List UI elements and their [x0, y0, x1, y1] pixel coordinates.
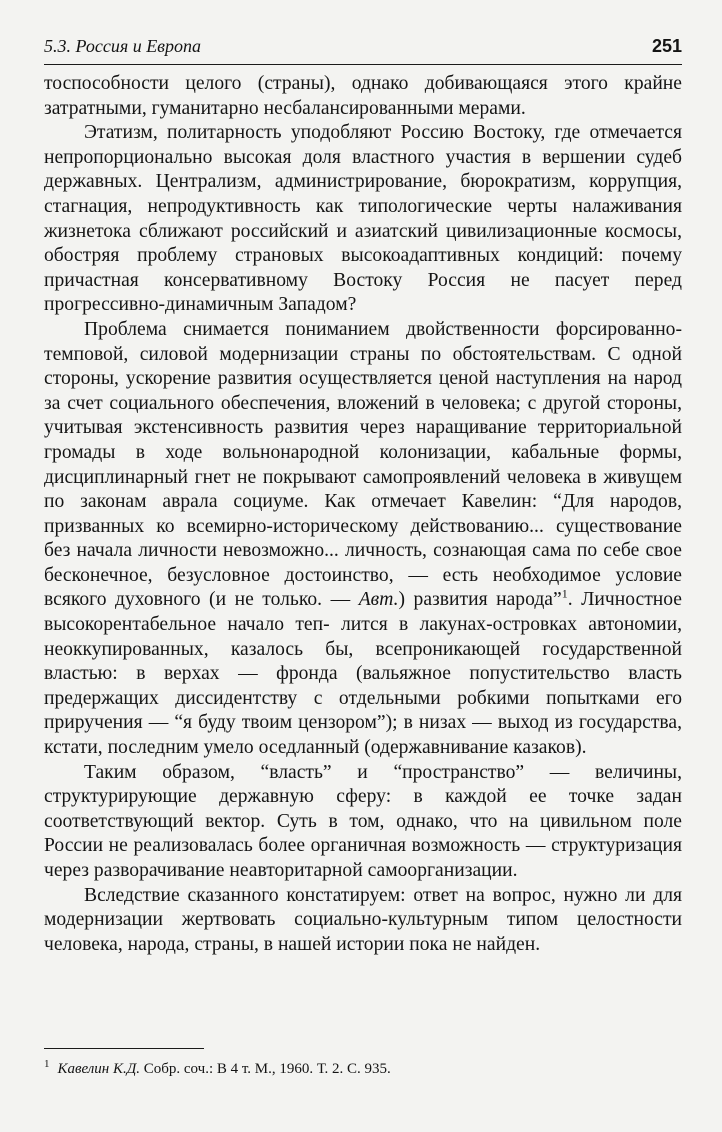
paragraph-3 [44, 318, 682, 761]
author-note-close: ) [398, 589, 406, 611]
paragraph-4: Таким образом, “власть” и “пространство” — величины, структурирующие державную сферу: в каждой ее точке задан соответствующий вектор. Суть в том, однако, что на цивильном поле России не реализовалась более органичная возможность — структуризация через разворачивание неавторитарной самоорганизации. [44, 761, 682, 881]
paragraph-5: Вследствие сказанного констатируем: ответ на вопрос, нужно ли для модернизации жертвовать социально-культурным типом целостности человека, народа, страны, в нашей истории пока не найден. [44, 884, 682, 955]
running-title: 5.3. Россия и Европа [44, 36, 201, 56]
footnote-mark: 1 [44, 1058, 50, 1070]
paragraph-3-ref-line-start: развития народа” [413, 589, 562, 611]
footnote [44, 1054, 682, 1079]
footnote-text: Собр. соч.: В 4 т. М., 1960. Т. 2. С. 935. [140, 1061, 391, 1077]
paragraph-1: тоспособности целого (страны), однако добивающаяся этого крайне затратными, гуманитарно несбалансированными мерами. [44, 73, 682, 119]
paragraph-3-ref-line-end: . Личностное высокорентабельное начало теп- [44, 589, 682, 636]
main-text [44, 72, 682, 957]
paragraph-3-part-a: Проблема снимается пониманием двойственности форсированно-темповой, силовой модернизации страны по обстоятельствам. С одной стороны, ускорение развития осуществляется ценой наступления на народ за счет социального обеспечения, вложений в человека; с другой стороны, учитывая экстенсивность развития через наращивание территориальной громады в ходе вольнонародной колонизации, кабальные формы, дисциплинарный гнет не покрывают самопроявлений человека в живущем по законам аврала социуме. Как отмечает Кавелин: “Для народов, призванных ко всемирно-историческому действованию... существование без начала личности невозможно... личность, сознающая сама по себе свое бесконечное, безусловное достоинство, — есть необходимое условие всякого духовного (и не только. — [44, 318, 682, 611]
footnote-reference[interactable]: 1 [561, 586, 568, 601]
page-number: 251 [651, 36, 682, 56]
footnote-separator [44, 1048, 204, 1049]
paragraph-3-part-b: лится в лакунах-островках автономии, неоккупированных, казалось бы, всепроникающей государственной властью: в верхах — фронда (вальяжное попустительство власть предержащих диссидентству с отдельными робкими попытками его приручения — “я буду твоим цензором”); в низах — выход из государства, кстати, последним умело оседланный (одержавнивание казаков). [44, 614, 683, 759]
footnote-author: Кавелин К.Д. [57, 1061, 140, 1077]
page-header [44, 34, 682, 65]
paragraph-2: Этатизм, политарность уподобляют Россию Востоку, где отмечается непропорционально высокая доля властного участия в вершении судеб державных. Централизм, администрирование, бюрократизм, коррупция, стагнация, непродуктивность как типологические черты налаживания жизнетока сближают российский и азиатский цивилизационные космосы, обостряя проблему страновых высокоадаптивных кондиций: почему причастная консервативному Востоку Россия не пасует перед прогрессивно-динамичным Западом? [44, 122, 682, 316]
author-note: Авт. [358, 589, 399, 611]
